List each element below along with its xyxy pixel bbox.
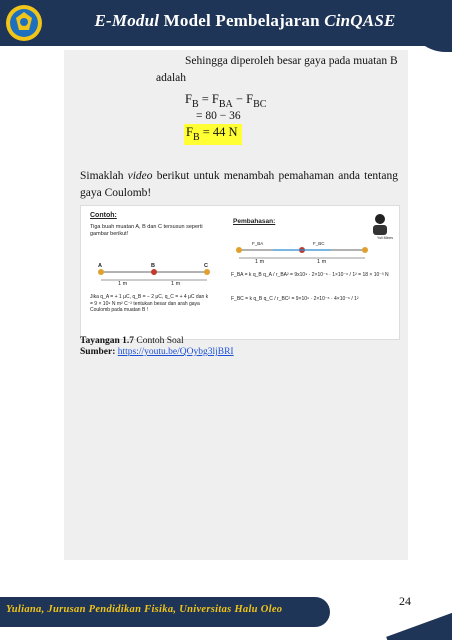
equation-fb-formula [185,92,266,110]
caption-sumber-label: Sumber: [80,347,116,357]
eq1-minus: − F [232,92,254,106]
dist-ab: 1 m [118,281,128,287]
paragraph-video-instruction [80,168,398,202]
right-dist-1: 1 m [255,259,265,265]
presenter-name: Yuli Mines [377,236,393,240]
footer-author: Yuliana, Jurusan Pendidikan Fisika, Universitas Halu Oleo [6,604,283,615]
para2-end: berikut untuk menambah pemahaman anda tentang gaya Coulomb! [80,170,398,199]
header-title [48,11,442,31]
video-left-title: Contoh: [90,212,117,219]
video-right-title: Pembahasan: [233,218,276,225]
label-a: A [98,263,102,269]
charge-b-icon [151,269,157,275]
equation-substitution: = 80 − 36 [196,110,241,122]
video-left-text: Tiga buah muatan A, B dan C tersusun seperti gambar berikut! [90,224,203,237]
label-c: C [204,263,208,269]
header-title-middle: Model Pembelajaran [159,11,325,30]
charge-c-icon [204,269,210,275]
eq1-lhs: F [185,92,192,106]
caption-tayangan-label: Tayangan 1.7 [80,336,135,346]
caption-tayangan-text: Contoh Soal [134,336,184,346]
eq3-lhs-sub: B [192,132,200,143]
eq3-rhs: = 44 N [199,125,238,139]
label-b: B [151,263,155,269]
footer-corner [332,612,452,640]
paragraph-adalah: adalah [156,72,187,84]
video-problem-text: Jika q_A = + 1 μC, q_B = − 2 μC, q_C = + 4 μC dan k = 9 × 10⁹ N m² C⁻² tentukan besar dan arah gaya Coulomb pada muatan B ! [90,294,209,313]
header-title-cinqase: CinQASE [324,11,396,30]
paragraph-intro: Sehingga diperoleh besar gaya pada muatan B [185,55,398,67]
eq1-sub-ba: BA [218,99,233,110]
video-eq-fbc: F_BC = k q_B q_C / r_BC² = 9×10⁹ · 2×10⁻⁶ · 4×10⁻⁶ / 1² [231,296,359,302]
equation-result-highlight [184,124,242,145]
dist-bc: 1 m [171,281,181,287]
caption-tayangan-line [80,336,234,347]
caption-sumber-line [80,347,234,358]
eq1-eq: = F [198,92,219,106]
para2-video-word: video [127,170,153,182]
video-caption [80,336,234,358]
header-band [0,0,452,46]
charge-a-icon [98,269,104,275]
youtube-link[interactable]: https://youtu.be/QOybg3ljBRI [117,347,234,357]
page-number: 24 [399,594,411,608]
presenter-avatar-icon [369,211,391,237]
fbc-label: F_BC [313,241,325,246]
right-dist-2: 1 m [317,259,327,265]
fba-label: F_BA [252,241,264,246]
eq1-lhs-sub: B [191,99,199,110]
footer-band [0,597,330,627]
eq1-sub-bc: BC [253,99,267,110]
university-logo-icon [5,4,43,42]
video-eq-fba: F_BA = k q_B q_A / r_BA² = 9x10⁹ · 2×10⁻⁶ · 1×10⁻⁶ / 1² = 18 × 10⁻³ N [231,272,389,278]
para2-start: Simaklah [80,170,128,182]
eq3-lhs: F [186,125,193,139]
video-thumbnail[interactable] [80,205,400,340]
header-title-emodul: E-Modul [94,11,160,30]
